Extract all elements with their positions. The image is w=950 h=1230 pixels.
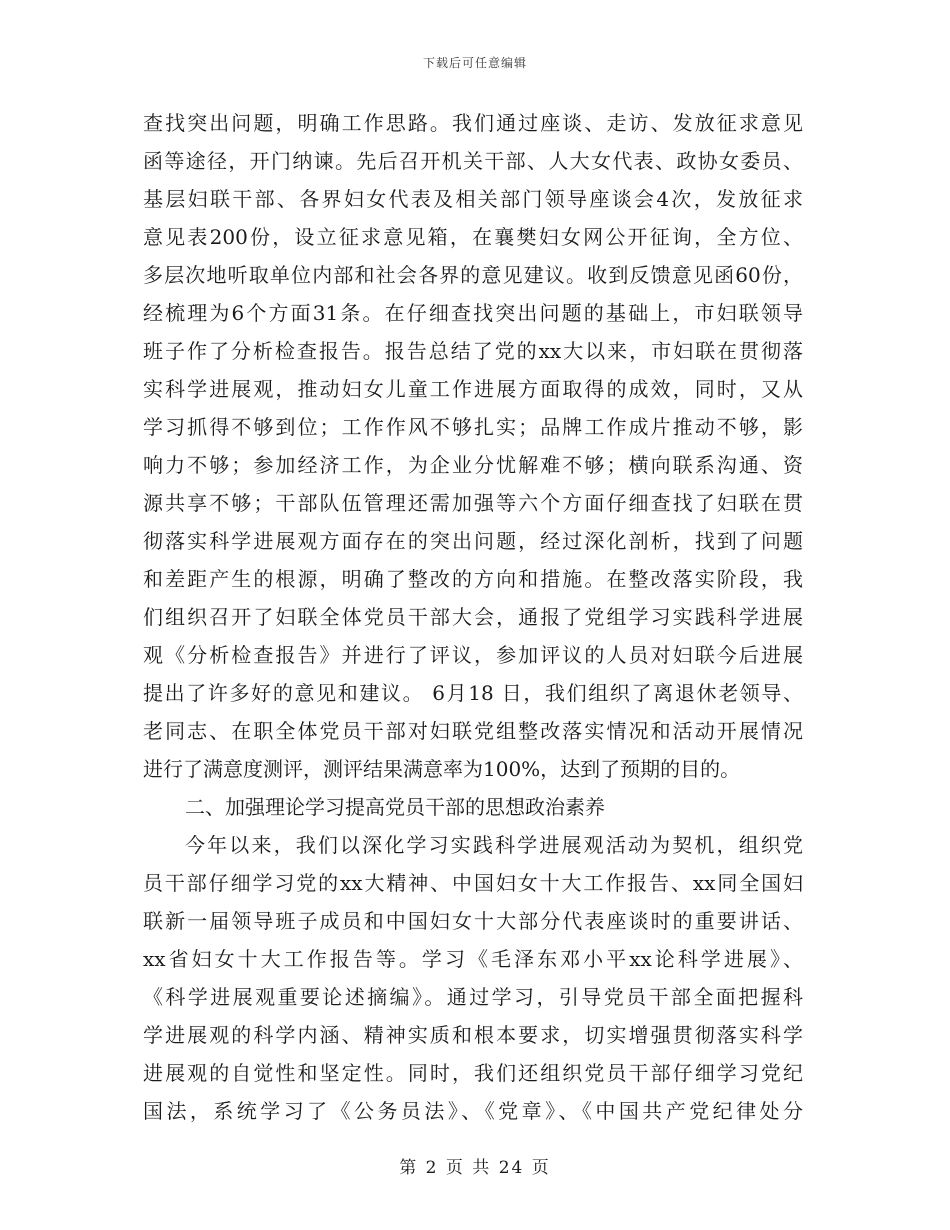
body-line: 函等途径，开门纳谏。先后召开机关干部、人大女代表、政协女委员、 [143, 149, 803, 173]
body-line: 班子作了分析检查报告。报告总结了党的xx大以来，市妇联在贯彻落 [143, 339, 803, 363]
body-line: xx省妇女十大工作报告等。学习《毛泽东邓小平xx论科学进展》、 [143, 947, 803, 971]
page-number: 第 2 页 共 24 页 [399, 1158, 551, 1178]
header-note: 下载后可任意编辑 [422, 56, 527, 70]
section-heading: 二、加强理论学习提高党员干部的思想政治素养 [185, 795, 605, 819]
body-line: 学习抓得不够到位；工作作风不够扎实；品牌工作成片推动不够，影 [143, 415, 803, 439]
body-line: 查找突出问题，明确工作思路。我们通过座谈、走访、发放征求意见 [143, 111, 803, 135]
body-line: 观《分析检查报告》并进行了评议，参加评议的人员对妇联今后进展 [143, 643, 803, 667]
body-line: 《科学进展观重要论述摘编》。通过学习，引导党员干部全面把握科 [143, 985, 803, 1009]
body-line: 进行了满意度测评，测评结果满意率为100%，达到了预期的目的。 [143, 757, 741, 781]
body-line: 响力不够；参加经济工作，为企业分忧解难不够；横向联系沟通、资 [143, 453, 803, 477]
body-line: 提出了许多好的意见和建议。 6月18 日，我们组织了离退休老领导、 [143, 681, 803, 705]
body-line: 老同志、在职全体党员干部对妇联党组整改落实情况和活动开展情况 [143, 719, 803, 743]
body-line: 和差距产生的根源，明确了整改的方向和措施。在整改落实阶段，我 [143, 567, 803, 591]
body-line: 源共享不够；干部队伍管理还需加强等六个方面仔细查找了妇联在贯 [143, 491, 803, 515]
body-line: 意见表200份，设立征求意见箱，在襄樊妇女网公开征询，全方位、 [143, 225, 803, 249]
body-line: 员干部仔细学习党的xx大精神、中国妇女十大工作报告、xx同全国妇 [143, 871, 803, 895]
body-line: 国法，系统学习了《公务员法》、《党章》、《中国共产党纪律处分 [143, 1099, 803, 1123]
document-body [143, 104, 803, 1130]
body-line: 基层妇联干部、各界妇女代表及相关部门领导座谈会4次，发放征求 [143, 187, 803, 211]
body-line: 学进展观的科学内涵、精神实质和根本要求，切实增强贯彻落实科学 [143, 1023, 803, 1047]
paragraph-start-line: 今年以来，我们以深化学习实践科学进展观活动为契机，组织党 [185, 833, 803, 857]
body-line: 多层次地听取单位内部和社会各界的意见建议。收到反馈意见函60份， [143, 263, 803, 287]
body-line: 联新一届领导班子成员和中国妇女十大部分代表座谈时的重要讲话、 [143, 909, 803, 933]
body-line: 实科学进展观，推动妇女儿童工作进展方面取得的成效，同时，又从 [143, 377, 803, 401]
body-line: 们组织召开了妇联全体党员干部大会，通报了党组学习实践科学进展 [143, 605, 803, 629]
body-line: 进展观的自觉性和坚定性。同时，我们还组织党员干部仔细学习党纪 [143, 1061, 803, 1085]
body-line: 经梳理为6个方面31条。在仔细查找突出问题的基础上，市妇联领导 [143, 301, 803, 325]
body-line: 彻落实科学进展观方面存在的突出问题，经过深化剖析，找到了问题 [143, 529, 803, 553]
